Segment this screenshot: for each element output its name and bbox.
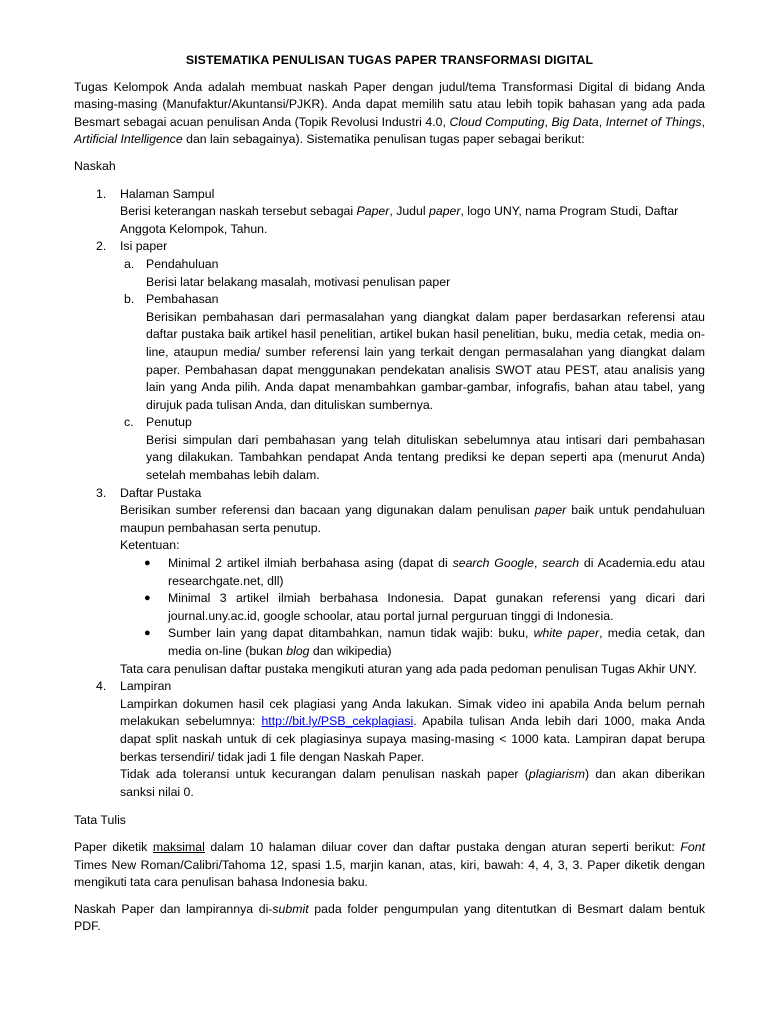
bullet-icon: ● bbox=[144, 557, 151, 570]
intro-paragraph bbox=[74, 79, 705, 149]
item-heading: Lampiran bbox=[120, 679, 172, 694]
list-item-isi-paper bbox=[74, 238, 705, 484]
document-title: SISTEMATIKA PENULISAN TUGAS PAPER TRANSFORMASI DIGITAL bbox=[185, 53, 594, 67]
intro-italic-iot: Internet of Things bbox=[605, 114, 702, 129]
item-text: baik untuk pendahuluan maupun pembahasan serta penutup. bbox=[120, 503, 705, 535]
list-number: 4. bbox=[96, 679, 107, 694]
bullet-italic: blog bbox=[286, 644, 310, 658]
intro-italic-bigdata: Big Data bbox=[551, 114, 599, 129]
bullet-text: Minimal 3 artikel ilmiah berbahasa Indonesia. Dapat gunakan referensi yang dicari dari journal.uny.ac.id, google schoolar, atau portal jurnal perguruan tinggi di Indonesia. bbox=[168, 591, 705, 623]
sub-item-pembahasan bbox=[120, 291, 705, 414]
bullet-text: Sumber lain yang dapat ditambahkan, namun tidak wajib: buku, bbox=[168, 626, 534, 641]
sub-item-pendahuluan bbox=[120, 256, 705, 291]
sub-item-penutup bbox=[120, 414, 705, 484]
sub-letter: b. bbox=[124, 292, 135, 307]
item-text: . Apabila tulisan Anda lebih dari 1000, maka Anda dapat split naskah untuk di cek plagiasinya supaya masing-masing < 1000 kata. Lampiran dapat berupa berkas tersendiri/ tidak jadi 1 file dengan Naskah Paper. bbox=[120, 714, 706, 764]
item-italic: Paper bbox=[356, 204, 390, 219]
text-span: Times New Roman/Calibri/Tahoma 12, spasi 1.5, marjin kanan, atas, kiri, bawah: 4, 4, 3, 3. Paper diketik dengan mengikuti tata cara penulisan bahasa Indonesia baku. bbox=[74, 857, 705, 890]
list-item-daftar-pustaka bbox=[74, 485, 705, 679]
bullet-text: di Academia.edu atau researchgate.net, dll) bbox=[168, 556, 705, 588]
intro-text-5: dan lain sebagainya). Sistematika penulisan tugas paper sebagai berikut: bbox=[182, 132, 585, 147]
bullet-text: dan wikipedia) bbox=[309, 644, 392, 658]
sub-heading: Pembahasan bbox=[146, 292, 219, 307]
tata-tulis-heading: Tata Tulis bbox=[74, 813, 126, 828]
bullet-item-artikel-indonesia bbox=[120, 590, 705, 625]
intro-italic-cloud: Cloud Computing bbox=[449, 114, 545, 129]
intro-italic-ai: Artificial Intelligence bbox=[74, 132, 183, 147]
intro-text-2: , bbox=[544, 114, 552, 129]
intro-text-4: , bbox=[701, 114, 705, 129]
sub-letter: a. bbox=[124, 256, 135, 271]
item-text: , Judul bbox=[389, 204, 430, 219]
item-italic: plagiarism bbox=[528, 767, 585, 782]
item-heading: Halaman Sampul bbox=[120, 186, 215, 201]
item-text: , logo UNY, nama Program Studi, Daftar Anggota Kelompok, Tahun. bbox=[120, 204, 679, 236]
item-italic: paper bbox=[429, 204, 461, 219]
item-text: Lampirkan dokumen hasil cek plagiasi yang Anda lakukan. Simak video ini apabila Anda belum pernah melakukan sebelumnya: bbox=[120, 696, 705, 729]
bullet-italic: search Google bbox=[452, 556, 534, 571]
tata-tulis-paragraph bbox=[74, 839, 705, 892]
item-italic: paper bbox=[534, 503, 567, 518]
item-text: Tidak ada toleransi untuk kecurangan dalam penulisan naskah paper ( bbox=[120, 767, 529, 782]
bullet-item-artikel-asing bbox=[120, 555, 705, 590]
text-span: Naskah Paper dan lampirannya di- bbox=[74, 901, 273, 916]
item-heading: Isi paper bbox=[120, 239, 168, 254]
bullet-italic: white paper bbox=[533, 626, 600, 641]
list-item-lampiran bbox=[74, 678, 705, 801]
sub-body: Berisikan pembahasan dari permasalahan yang diangkat dalam paper berdasarkan referensi atau daftar pustaka baik artikel hasil penelitian, artikel bukan hasil penelitian, buku, media cetak, media on-line, ataupun media/ sumber referensi lain yang terkait dengan permasalahan yang diangkat dalam paper. Pembahasan dapat menggunakan pendekatan analisis SWOT atau PEST, atau analisis yang lain yang Anda pilih. Anda dapat menambahkan gambar-gambar, infografis, bahan atau tabel, yang dirujuk pada tulisan Anda, dan dituliskan sumbernya. bbox=[146, 309, 705, 412]
underlined-text: maksimal bbox=[152, 839, 205, 854]
italic-text: Font bbox=[680, 839, 705, 854]
bullet-item-sumber-lain bbox=[120, 625, 705, 660]
intro-text-1: Tugas Kelompok Anda adalah membuat naskah Paper dengan judul/tema Transformasi Digital di bidang Anda masing-masing (Manufaktur/Akuntansi/PJKR). Anda dapat memilih satu atau lebih topik bahasan yang ada pada Besmart sebagai acuan penulisan Anda (Topik Revolusi Industri 4.0, bbox=[74, 79, 705, 129]
sub-body: Berisi latar belakang masalah, motivasi penulisan paper bbox=[146, 274, 451, 289]
bullet-italic: search bbox=[542, 556, 580, 571]
item-text: ) dan akan diberikan sanksi nilai 0. bbox=[120, 767, 705, 799]
item-body bbox=[120, 696, 705, 766]
naskah-label: Naskah bbox=[74, 158, 116, 173]
text-span: dalam 10 halaman diluar cover dan daftar pustaka dengan aturan seperti berikut: bbox=[204, 839, 681, 854]
bullet-text: , bbox=[533, 556, 543, 571]
list-item-halaman-sampul bbox=[74, 186, 705, 239]
item-text: Berisikan sumber referensi dan bacaan yang digunakan dalam penulisan bbox=[120, 503, 535, 518]
sub-heading: Pendahuluan bbox=[146, 256, 219, 271]
intro-text-3: , bbox=[598, 114, 606, 129]
list-number: 1. bbox=[96, 186, 107, 201]
text-span: pada folder pengumpulan yang ditentutkan di Besmart dalam bentuk PDF. bbox=[74, 901, 705, 934]
item-text: Berisi keterangan naskah tersebut sebagai bbox=[120, 204, 357, 219]
cekplagiasi-link[interactable]: http://bit.ly/PSB_cekplagiasi bbox=[261, 714, 414, 729]
item-body bbox=[120, 203, 705, 238]
final-paragraph bbox=[74, 901, 705, 936]
document-page bbox=[74, 52, 705, 936]
bullet-icon: ● bbox=[144, 627, 151, 640]
sub-body: Berisi simpulan dari pembahasan yang telah dituliskan sebelumnya atau intisari dari pembahasan yang dilakukan. Tambahkan pendapat Anda tentang prediksi ke depan seperti apa (menurut Anda) setelah membahas lebih dalam. bbox=[146, 432, 705, 483]
text-span: Paper diketik bbox=[74, 839, 153, 854]
list-number: 2. bbox=[96, 239, 107, 254]
item-heading: Daftar Pustaka bbox=[120, 485, 202, 500]
bullet-text: , media cetak, dan media on-line (bukan bbox=[168, 626, 706, 658]
sub-letter: c. bbox=[124, 415, 134, 430]
italic-text: submit bbox=[272, 901, 309, 916]
plagiarism-warning bbox=[120, 766, 705, 801]
ketentuan-label: Ketentuan: bbox=[120, 538, 180, 553]
daftar-pustaka-closing: Tata cara penulisan daftar pustaka mengikuti aturan yang ada pada pedoman penulisan Tugas Akhir UNY. bbox=[120, 661, 697, 676]
sub-heading: Penutup bbox=[146, 415, 192, 430]
list-number: 3. bbox=[96, 485, 107, 500]
bullet-text: Minimal 2 artikel ilmiah berbahasa asing (dapat di bbox=[168, 556, 453, 571]
bullet-icon: ● bbox=[144, 592, 151, 605]
item-body bbox=[120, 502, 705, 537]
